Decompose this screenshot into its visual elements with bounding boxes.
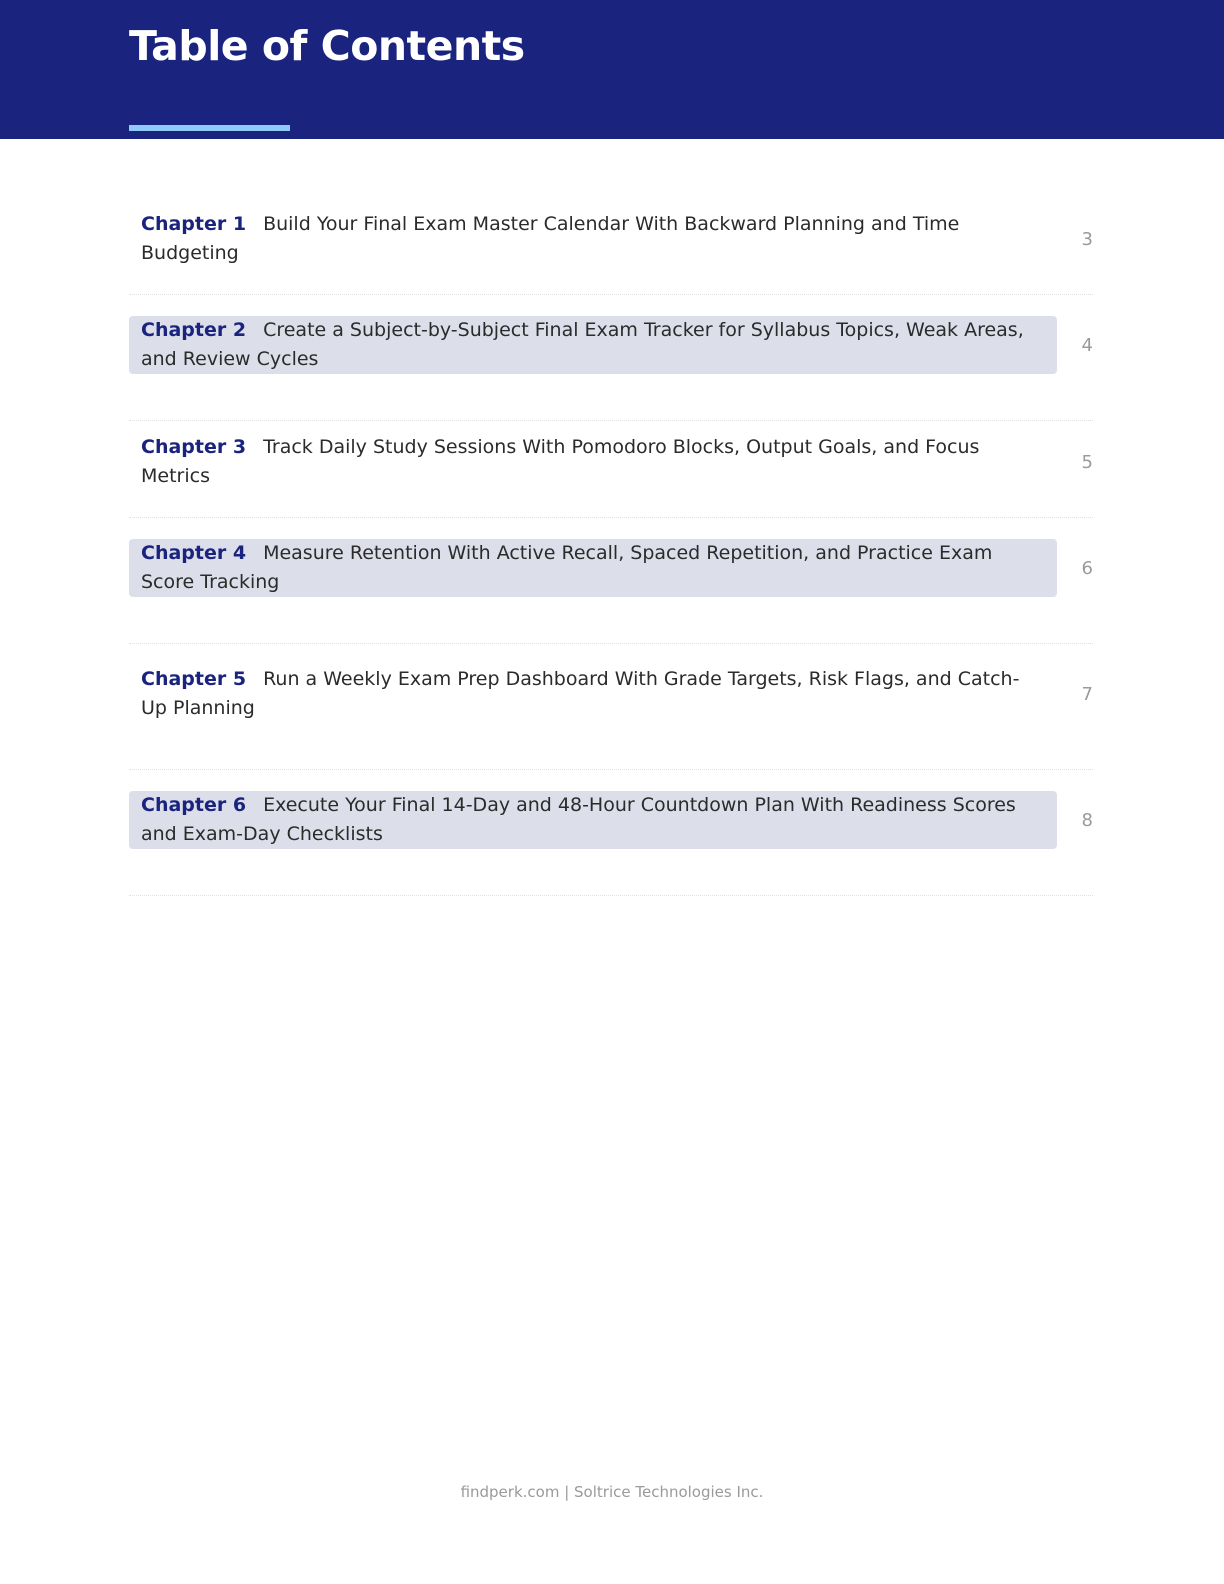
page-header — [0, 0, 1224, 139]
chapter-label: Chapter 6 — [141, 794, 247, 816]
chapter-label: Chapter 4 — [141, 542, 247, 564]
chapter-label: Chapter 2 — [141, 319, 247, 341]
toc-entry[interactable] — [129, 770, 1093, 896]
toc-entry[interactable] — [129, 518, 1093, 644]
chapter-title: Execute Your Final 14-Day and 48-Hour Countdown Plan With Readiness Scores and Exam-Day Checklists — [141, 794, 1016, 845]
chapter-title: Run a Weekly Exam Prep Dashboard With Grade Targets, Risk Flags, and Catch-Up Planning — [141, 668, 1020, 719]
chapter-title: Track Daily Study Sessions With Pomodoro Blocks, Output Goals, and Focus Metrics — [141, 436, 980, 487]
toc-entry-text — [129, 665, 1057, 723]
page-number: 7 — [1081, 683, 1093, 705]
toc-entry-text — [129, 791, 1057, 849]
toc-entry[interactable] — [129, 198, 1093, 295]
chapter-title: Measure Retention With Active Recall, Spaced Repetition, and Practice Exam Score Tracking — [141, 542, 993, 593]
chapter-label: Chapter 1 — [141, 213, 247, 235]
toc-entry[interactable] — [129, 644, 1093, 770]
toc-entry[interactable] — [129, 421, 1093, 518]
toc-entry-text — [129, 539, 1057, 597]
toc-entry-text — [129, 316, 1057, 374]
page-number: 4 — [1081, 334, 1093, 356]
header-accent-bar — [129, 125, 290, 131]
page-footer: findperk.com | Soltrice Technologies Inc. — [460, 1483, 764, 1501]
page-title: Table of Contents — [129, 22, 525, 70]
table-of-contents — [129, 198, 1093, 896]
chapter-title: Build Your Final Exam Master Calendar With Backward Planning and Time Budgeting — [141, 213, 960, 264]
page-number: 8 — [1081, 809, 1093, 831]
chapter-label: Chapter 5 — [141, 668, 247, 690]
chapter-label: Chapter 3 — [141, 436, 247, 458]
toc-entry[interactable] — [129, 295, 1093, 421]
toc-entry-text — [129, 210, 1057, 268]
chapter-title: Create a Subject-by-Subject Final Exam Tracker for Syllabus Topics, Weak Areas, and Review Cycles — [141, 319, 1024, 370]
page-number: 3 — [1081, 228, 1093, 250]
page-number: 5 — [1081, 451, 1093, 473]
toc-entry-text — [129, 433, 1057, 491]
page-number: 6 — [1081, 557, 1093, 579]
